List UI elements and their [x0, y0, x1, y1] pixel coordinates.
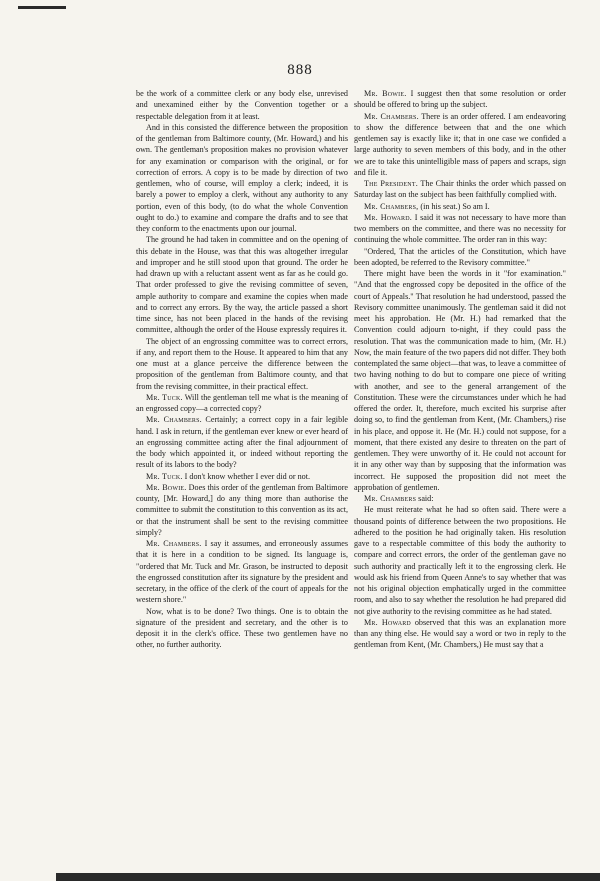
paragraph: [136, 392, 348, 415]
paragraph: [354, 111, 566, 179]
paragraph: [136, 471, 348, 482]
paragraph: [354, 212, 566, 246]
speaker-name: Mr. Tuck.: [146, 471, 183, 481]
paragraph-text: The Chair thinks the order which passed on Saturday last on the subject has been faithfully complied with.: [354, 179, 566, 200]
paragraph: [354, 88, 566, 111]
speaker-name: Mr. Chambers.: [146, 415, 202, 425]
text-columns: [136, 88, 566, 850]
paragraph: [136, 336, 348, 392]
paragraph: [136, 88, 348, 122]
speaker-name: Mr. Chambers.: [146, 539, 202, 548]
paragraph-text: The ground he had taken in committee and on the opening of this debate in the House, was that this was altogether irregular and improper and he still stood upon that ground. The order he had drawn up with a reluctant assent went as far as he could go. That order professed to give the revising committee of seven, ample authority to compare and examine the copies when made and to correct any errors. By the way, the article passed a short time since, has not been placed in the hands of the revising committee, although the order of the House expressly requires it.: [136, 235, 348, 335]
paragraph-text: "Ordered, That the articles of the Constitution, which have been adopted, be referred to the Revisory committee.": [354, 246, 566, 267]
paragraph-text: The object of an engrossing committee was to correct errors, if any, and report them to the House. It appeared to him that any one must at a glance perceive the difference between the proposition of the gentleman from Baltimore county, and that from the revising committee, in their practical effect.: [136, 336, 348, 391]
speaker-name: Mr. Chambers: [364, 494, 417, 503]
top-rule: [18, 6, 66, 9]
paragraph: [354, 246, 566, 269]
right-column: [354, 88, 566, 850]
paragraph: [354, 201, 566, 212]
paragraph-text: Certainly; a correct copy in a fair legible hand. I ask in return, if the gentleman ever knew or ever heard of an engrossing committee acting after the final adjournment of the body which appointed it, or indeed without reporting the result of its labors to the body?: [136, 415, 348, 470]
paragraph-text: Does this order of the gentleman from Baltimore county, [Mr. Howard,] do any thing more than authorise the committee to submit the constitution to this convention as its act, or that the instrument shall be sent to the revising committee simply?: [136, 482, 349, 537]
paragraph-text: (in his seat.) So am I.: [420, 201, 490, 211]
paragraph-text: said:: [418, 494, 434, 503]
paragraph: [136, 538, 348, 606]
left-column: [136, 88, 348, 850]
paragraph: [136, 606, 348, 651]
paragraph-text: There is an order offered. I am endeavoring to show the difference between that and the one which gentlemen say is exactly like it; that in one case we confided a large authority to seven members of this body, and in the other we are to take this unintelligible mass of papers and scraps, sign and file it.: [354, 111, 566, 177]
paragraph: [354, 268, 566, 493]
page-number: 888: [287, 62, 313, 78]
paragraph: [136, 482, 348, 538]
paragraph-text: And in this consisted the difference between the proposition of the gentleman from Baltimore county, (Mr. Howard,) and his own. The gentleman's proposition makes no provision whatever for any examination or comparison with the original, or for correction of errors. A copy is to be made by direction of two gentlemen, who of course, will employ a clerk; indeed, it is barely a power to employ a clerk, without any authority to any portion, even of this body, (to do what the whole Convention ought to do.) to examine and compare the drafts and to see that they conform to the enactments upon our journal.: [136, 122, 348, 233]
speaker-name: Mr. Tuck.: [146, 392, 183, 402]
paragraph-text: There might have been the words in it "for examination." "And that the engrossed copy be deposited in the office of the court of Appeals." That resolution he had understood, passed the Revisory committee unanimously. The gentleman said it did not meet his approbation. He (Mr. H.) had remarked that the Convention could adjourn to-night, if they could pass the resolution. That was the communication made to him, (Mr. H.) Now, the main feature of the two papers did not differ. They both contemplated the same object—that was, to leave a committee of two having nothing to do but to compare one piece of writing with another, and see to the general arrangement of the Constitution. These were the circumstances under which he had offered the order. It, therefore, much excited his surprise after doing so, to find the gentleman from Kent, (Mr. Chambers,) rise in his place, and oppose it. He (Mr. H.) could not suppose, for a moment, that there existed any desire to threaten on the part of gentlemen. They were unworthy of it. He could not account for it in any other way than by supposing that the information was incorrect. He supposed the proposition did not meet the approbation of gentlemen.: [354, 269, 566, 492]
paragraph-text: He must reiterate what he had so often said. There were a thousand points of difference between the two propositions. He adhered to the position he had originally taken. His resolution gave to a respectable committee of this body the authority to compare and correct errors, the order of the gentleman gave no such authority and practically left it to the engrossing clerk. He would ask his friend from Queen Anne's to say whether that was not his original objection emphatically urged in the committee room, and also to say whether the resolution he had prepared did not give authority to the revising committee as he had stated.: [354, 505, 566, 616]
paragraph: [136, 234, 348, 335]
paragraph-text: I don't know whether I ever did or not.: [184, 471, 310, 481]
speaker-name: Mr. Howard: [364, 617, 411, 627]
paragraph: [136, 122, 348, 235]
speaker-name: Mr. Bowie.: [364, 89, 407, 98]
speaker-name: Mr. Bowie.: [146, 482, 187, 492]
bottom-scan-edge: [56, 873, 600, 881]
paragraph-text: Now, what is to be done? Two things. One is to obtain the signature of the president and secretary, and the other is to deposit it in the clerk's office. These two gentlemen have no other, no further authority.: [136, 606, 348, 650]
paragraph-text: Will the gentleman tell me what is the meaning of an engrossed copy—a corrected copy?: [136, 392, 349, 413]
paragraph-text: be the work of a committee clerk or any body else, unrevised and unexamined either by the Convention together or a respectable delegation from it at least.: [136, 89, 348, 121]
paragraph-text: I said it was not necessary to have more than two members on the committee, and there was no necessity for continuing the whole committee. The order ran in this way:: [354, 212, 566, 245]
paragraph-text: observed that this was an explanation more than any thing else. He would say a word or two in reply to the gentleman from Kent, (Mr. Chambers,) He must say that a: [354, 617, 566, 650]
paragraph: [354, 493, 566, 504]
paragraph: [136, 414, 348, 470]
paragraph-text: I say it assumes, and erroneously assumes that it is here in a condition to be signed. Its language is, "ordered that Mr. Tuck and Mr. Grason, be instructed to deposit the engrossed constitution after its signature by the president and secretary, in the office of the clerk of the court of appeals for the western shore.": [136, 539, 348, 605]
paragraph-text: I suggest then that some resolution or order should be offered to bring up the subject.: [354, 89, 566, 110]
paragraph: [354, 178, 566, 201]
speaker-name: Mr. Chambers,: [364, 201, 419, 211]
speaker-name: Mr. Chambers.: [364, 111, 419, 121]
paragraph: [354, 504, 566, 617]
speaker-name: The President.: [364, 179, 418, 188]
speaker-name: Mr. Howard.: [364, 212, 413, 222]
paragraph: [354, 617, 566, 651]
